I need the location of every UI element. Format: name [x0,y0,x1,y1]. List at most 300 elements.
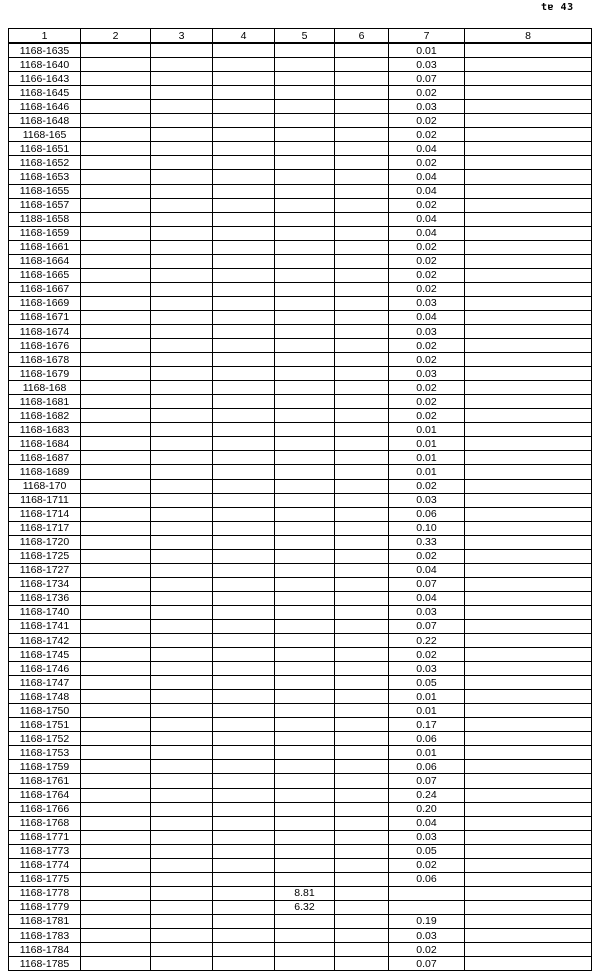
empty-cell [213,114,275,128]
column-7-cell: 0.07 [389,774,465,788]
empty-cell [465,704,592,718]
empty-cell [151,465,213,479]
table-row [9,507,592,521]
empty-cell [81,900,151,914]
empty-cell [465,310,592,324]
empty-cell [151,142,213,156]
empty-cell [465,212,592,226]
empty-cell [151,282,213,296]
column-5-cell [275,479,335,493]
empty-cell [335,886,389,900]
empty-cell [151,254,213,268]
column-7-cell: 0.02 [389,114,465,128]
empty-cell [151,914,213,928]
empty-cell [81,254,151,268]
empty-cell [81,423,151,437]
column-5-cell: 6.32 [275,900,335,914]
column-5-cell [275,648,335,662]
table-row [9,72,592,86]
empty-cell [81,395,151,409]
table-row [9,43,592,58]
empty-cell [335,619,389,633]
column-5-cell [275,676,335,690]
empty-cell [335,184,389,198]
empty-cell [335,324,389,338]
column-7-cell: 0.04 [389,142,465,156]
empty-cell [335,100,389,114]
column-7-cell: 0.02 [389,339,465,353]
table-row [9,788,592,802]
empty-cell [335,830,389,844]
column-7-cell: 0.02 [389,240,465,254]
column-7-cell: 0.20 [389,802,465,816]
empty-cell [465,662,592,676]
empty-cell [81,128,151,142]
empty-cell [151,170,213,184]
empty-cell [151,128,213,142]
empty-cell [81,732,151,746]
empty-cell [213,507,275,521]
table-row [9,86,592,100]
column-5-cell [275,100,335,114]
empty-cell [81,662,151,676]
record-id-cell: 1168-1659 [9,226,81,240]
empty-cell [81,718,151,732]
table-row [9,802,592,816]
column-7-cell: 0.02 [389,381,465,395]
record-id-cell: 1168-1676 [9,339,81,353]
column-7-cell: 0.02 [389,128,465,142]
column-5-cell [275,339,335,353]
table-row [9,872,592,886]
empty-cell [465,929,592,943]
column-7-cell: 0.05 [389,676,465,690]
column-7-cell: 0.02 [389,282,465,296]
empty-cell [465,324,592,338]
empty-cell [465,381,592,395]
column-5-cell [275,746,335,760]
empty-cell [465,142,592,156]
empty-cell [335,465,389,479]
empty-cell [151,676,213,690]
empty-cell [151,72,213,86]
record-id-cell: 1168-1748 [9,690,81,704]
empty-cell [213,479,275,493]
empty-cell [81,142,151,156]
column-header: 5 [275,29,335,44]
empty-cell [151,423,213,437]
column-5-cell [275,914,335,928]
record-id-cell: 1168-1742 [9,634,81,648]
column-7-cell: 0.04 [389,563,465,577]
empty-cell [335,858,389,872]
column-7-cell: 0.06 [389,760,465,774]
column-7-cell: 0.02 [389,268,465,282]
empty-cell [465,746,592,760]
empty-cell [465,72,592,86]
empty-cell [151,114,213,128]
empty-cell [335,872,389,886]
record-id-cell: 1168-168 [9,381,81,395]
empty-cell [81,535,151,549]
column-7-cell: 0.02 [389,353,465,367]
column-5-cell [275,774,335,788]
column-7-cell: 0.04 [389,816,465,830]
table-row [9,690,592,704]
column-5-cell [275,563,335,577]
empty-cell [81,914,151,928]
empty-cell [335,170,389,184]
column-7-cell: 0.02 [389,549,465,563]
column-5-cell [275,170,335,184]
column-5-cell [275,844,335,858]
empty-cell [465,563,592,577]
empty-cell [465,802,592,816]
table-row [9,774,592,788]
column-7-cell: 0.03 [389,929,465,943]
empty-cell [465,114,592,128]
record-id-cell: 1168-1657 [9,198,81,212]
empty-cell [335,240,389,254]
record-id-cell: 1168-165 [9,128,81,142]
record-id-cell: 1168-1736 [9,591,81,605]
table-row [9,634,592,648]
record-id-cell: 1168-1655 [9,184,81,198]
column-7-cell: 0.22 [389,634,465,648]
column-5-cell [275,409,335,423]
empty-cell [81,816,151,830]
column-7-cell: 0.02 [389,858,465,872]
empty-cell [465,184,592,198]
empty-cell [213,437,275,451]
empty-cell [213,886,275,900]
table-row [9,282,592,296]
record-id-cell: 1168-1689 [9,465,81,479]
table-row [9,58,592,72]
empty-cell [81,100,151,114]
column-5-cell [275,156,335,170]
empty-cell [151,367,213,381]
column-5-cell [275,184,335,198]
column-header: 1 [9,29,81,44]
empty-cell [81,170,151,184]
empty-cell [151,591,213,605]
empty-cell [335,142,389,156]
empty-cell [151,802,213,816]
column-5-cell [275,535,335,549]
record-id-cell: 1168-1651 [9,142,81,156]
empty-cell [465,914,592,928]
table-row [9,451,592,465]
table-row [9,310,592,324]
column-5-cell [275,58,335,72]
empty-cell [81,381,151,395]
table-row [9,240,592,254]
table-row [9,254,592,268]
empty-cell [335,577,389,591]
table-row [9,184,592,198]
empty-cell [81,605,151,619]
empty-cell [465,395,592,409]
record-id-cell: 1168-1645 [9,86,81,100]
empty-cell [213,535,275,549]
empty-cell [81,872,151,886]
empty-cell [151,774,213,788]
empty-cell [81,465,151,479]
column-7-cell: 0.03 [389,58,465,72]
table-row [9,943,592,957]
empty-cell [213,549,275,563]
empty-cell [213,957,275,971]
empty-cell [213,310,275,324]
empty-cell [81,886,151,900]
empty-cell [335,676,389,690]
empty-cell [81,507,151,521]
column-7-cell [389,900,465,914]
empty-cell [81,844,151,858]
empty-cell [213,282,275,296]
empty-cell [335,437,389,451]
column-7-cell: 0.33 [389,535,465,549]
empty-cell [335,774,389,788]
column-7-cell: 0.19 [389,914,465,928]
empty-cell [81,198,151,212]
column-7-cell: 0.03 [389,367,465,381]
empty-cell [335,914,389,928]
empty-cell [213,690,275,704]
column-7-cell: 0.07 [389,619,465,633]
empty-cell [465,577,592,591]
empty-cell [335,493,389,507]
column-7-cell: 0.02 [389,156,465,170]
table-row [9,563,592,577]
empty-cell [151,212,213,226]
empty-cell [213,563,275,577]
table-row [9,212,592,226]
empty-cell [465,100,592,114]
empty-cell [81,226,151,240]
table-row [9,339,592,353]
empty-cell [465,900,592,914]
empty-cell [81,353,151,367]
table-row [9,142,592,156]
empty-cell [151,858,213,872]
empty-cell [81,268,151,282]
empty-cell [213,451,275,465]
empty-cell [465,282,592,296]
empty-cell [465,816,592,830]
empty-cell [465,943,592,957]
empty-cell [335,114,389,128]
record-id-cell: 1168-1653 [9,170,81,184]
empty-cell [335,268,389,282]
record-id-cell: 1168-170 [9,479,81,493]
column-5-cell [275,86,335,100]
table-row [9,676,592,690]
column-5-cell [275,929,335,943]
record-id-cell: 1168-1766 [9,802,81,816]
table-row [9,886,592,900]
empty-cell [465,156,592,170]
empty-cell [81,760,151,774]
empty-cell [213,128,275,142]
empty-cell [151,507,213,521]
empty-cell [335,521,389,535]
empty-cell [465,254,592,268]
record-id-cell: 1168-1750 [9,704,81,718]
column-header: 7 [389,29,465,44]
column-5-cell [275,437,335,451]
empty-cell [81,591,151,605]
column-5-cell [275,353,335,367]
empty-cell [151,957,213,971]
empty-cell [213,929,275,943]
column-5-cell [275,310,335,324]
empty-cell [213,240,275,254]
empty-cell [465,423,592,437]
column-7-cell: 0.17 [389,718,465,732]
empty-cell [213,872,275,886]
empty-cell [151,521,213,535]
empty-cell [151,100,213,114]
column-5-cell [275,254,335,268]
empty-cell [151,760,213,774]
empty-cell [335,732,389,746]
column-7-cell: 0.01 [389,704,465,718]
empty-cell [151,872,213,886]
empty-cell [213,43,275,58]
empty-cell [81,704,151,718]
empty-cell [151,268,213,282]
empty-cell [81,310,151,324]
empty-cell [335,226,389,240]
empty-cell [81,296,151,310]
empty-cell [81,676,151,690]
empty-cell [465,619,592,633]
empty-cell [151,900,213,914]
empty-cell [465,788,592,802]
empty-cell [335,353,389,367]
column-5-cell [275,324,335,338]
column-5-cell [275,788,335,802]
table-row [9,423,592,437]
empty-cell [335,282,389,296]
empty-cell [151,634,213,648]
column-7-cell: 0.02 [389,395,465,409]
empty-cell [151,184,213,198]
empty-cell [213,324,275,338]
empty-cell [213,830,275,844]
empty-cell [151,662,213,676]
table-row [9,900,592,914]
empty-cell [151,324,213,338]
empty-cell [213,774,275,788]
empty-cell [335,310,389,324]
empty-cell [151,732,213,746]
record-id-cell: 1168-1751 [9,718,81,732]
empty-cell [81,72,151,86]
empty-cell [465,240,592,254]
record-id-cell: 1168-1746 [9,662,81,676]
column-5-cell [275,43,335,58]
record-id-cell: 1168-1661 [9,240,81,254]
column-5-cell [275,423,335,437]
column-7-cell: 0.07 [389,72,465,86]
empty-cell [151,395,213,409]
column-7-cell: 0.10 [389,521,465,535]
record-id-cell: 1168-1679 [9,367,81,381]
record-id-cell: 1168-1684 [9,437,81,451]
empty-cell [465,170,592,184]
empty-cell [465,339,592,353]
table-row [9,746,592,760]
record-id-cell: 1168-1753 [9,746,81,760]
empty-cell [81,830,151,844]
empty-cell [465,198,592,212]
empty-cell [213,816,275,830]
column-7-cell: 0.02 [389,479,465,493]
empty-cell [151,156,213,170]
empty-cell [335,943,389,957]
empty-cell [335,423,389,437]
record-id-cell: 1168-1727 [9,563,81,577]
empty-cell [335,563,389,577]
table-row [9,732,592,746]
empty-cell [151,58,213,72]
empty-cell [213,142,275,156]
column-5-cell [275,128,335,142]
record-id-cell: 1168-1669 [9,296,81,310]
empty-cell [81,86,151,100]
empty-cell [81,549,151,563]
column-5-cell [275,282,335,296]
column-5-cell [275,367,335,381]
table-row [9,521,592,535]
empty-cell [335,254,389,268]
column-7-cell: 0.02 [389,86,465,100]
empty-cell [151,535,213,549]
record-id-cell: 1168-1667 [9,282,81,296]
column-7-cell: 0.01 [389,451,465,465]
empty-cell [213,943,275,957]
column-5-cell [275,830,335,844]
empty-cell [213,732,275,746]
empty-cell [213,170,275,184]
empty-cell [151,563,213,577]
table-row [9,577,592,591]
empty-cell [335,451,389,465]
empty-cell [335,198,389,212]
empty-cell [81,493,151,507]
column-7-cell: 0.01 [389,465,465,479]
empty-cell [151,619,213,633]
empty-cell [465,591,592,605]
empty-cell [335,43,389,58]
table-row [9,648,592,662]
record-id-cell: 1168-1759 [9,760,81,774]
empty-cell [335,760,389,774]
record-id-cell: 1168-1740 [9,605,81,619]
empty-cell [151,339,213,353]
empty-cell [335,605,389,619]
empty-cell [151,479,213,493]
column-7-cell: 0.24 [389,788,465,802]
record-id-cell: 1168-1681 [9,395,81,409]
empty-cell [81,690,151,704]
column-7-cell: 0.02 [389,254,465,268]
record-id-cell: 1168-1779 [9,900,81,914]
empty-cell [151,240,213,254]
